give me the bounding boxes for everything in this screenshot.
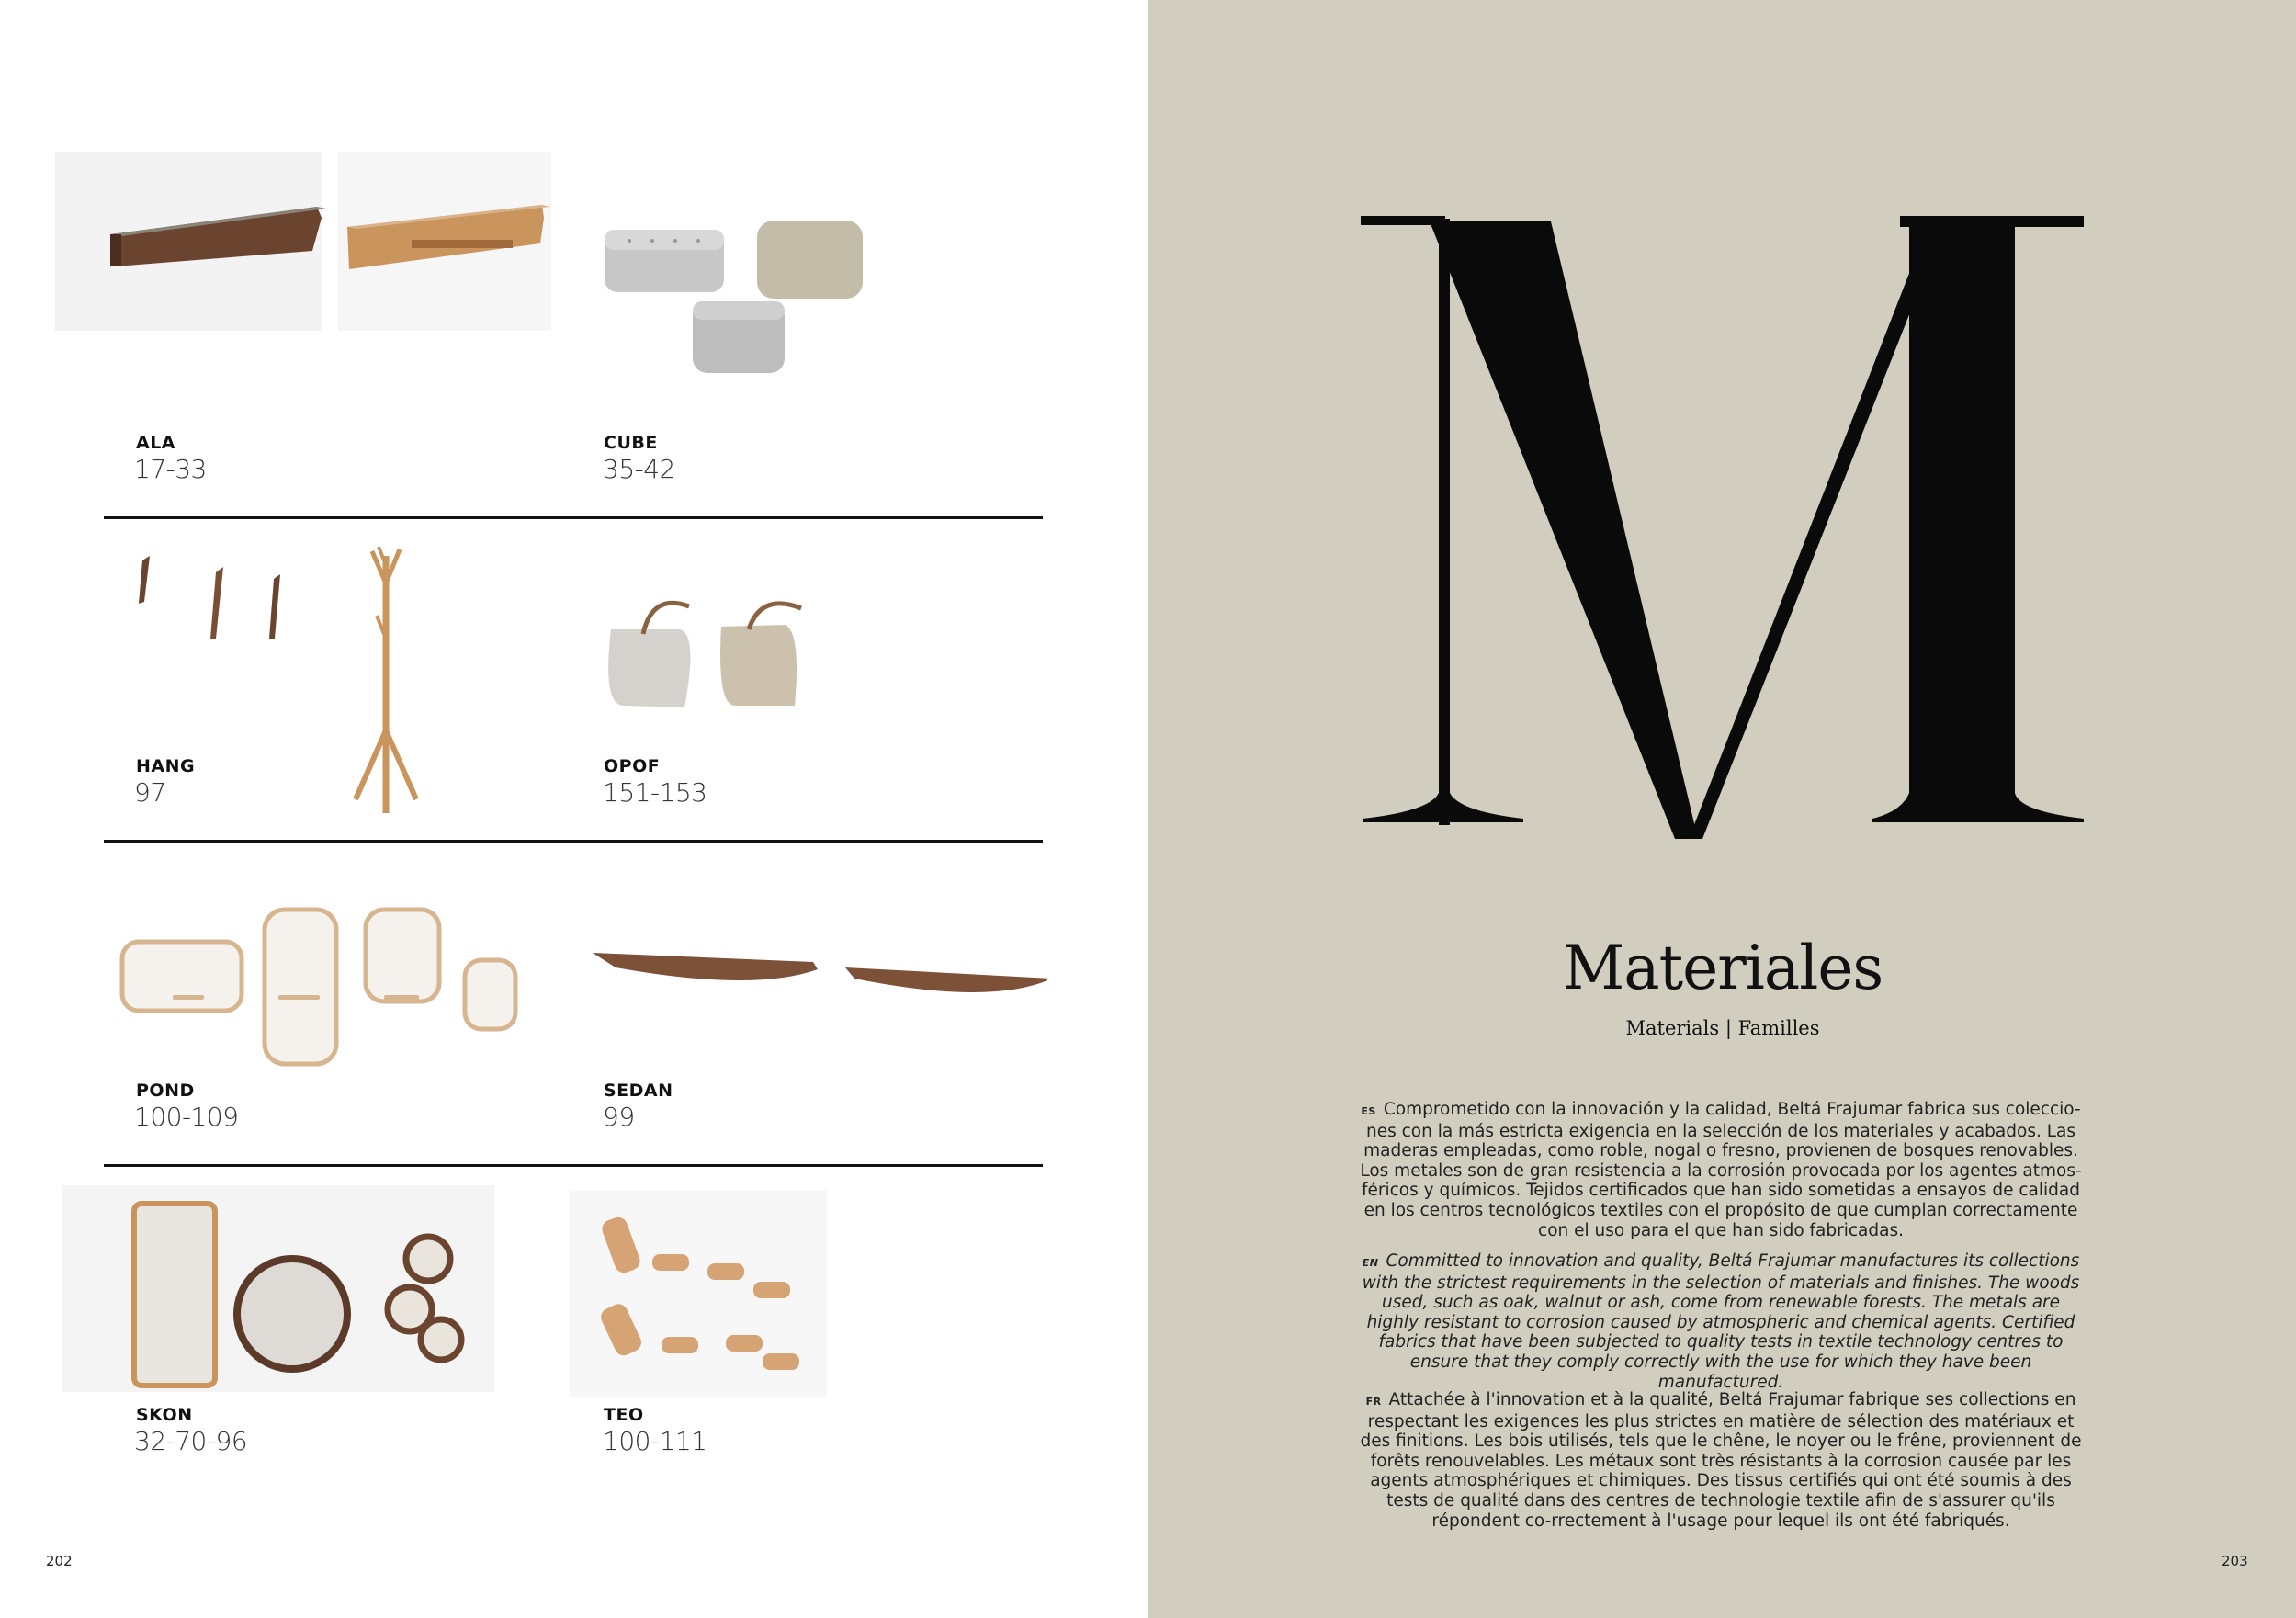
page-number-right: 203 xyxy=(2222,1553,2248,1569)
product-name-skon: SKON xyxy=(136,1405,193,1425)
row-divider xyxy=(104,1164,1043,1167)
product-pages-skon: 32-70-96 xyxy=(134,1426,248,1456)
cube-product-image xyxy=(588,202,882,390)
product-name-cube: CUBE xyxy=(604,433,658,453)
product-name-ala: ALA xyxy=(136,433,176,453)
product-name-pond: POND xyxy=(136,1081,195,1101)
paragraph-en xyxy=(1358,1251,2084,1392)
product-name-hang: HANG xyxy=(136,756,196,776)
lang-tag-es: ES xyxy=(1361,1105,1376,1117)
lang-tag-fr: FR xyxy=(1365,1396,1382,1408)
row-divider xyxy=(104,840,1043,843)
product-pages-hang: 97 xyxy=(134,777,166,808)
skon-product-image xyxy=(62,1185,494,1397)
initial-letter-m xyxy=(1358,205,2084,848)
paragraph-fr-text: Attachée à l'innovation et à la qualité, Beltá Frajumar fabrique ses collections en respectant les exigences les plus strictes en matière de sélection des matériaux et des finitions. Les bois utilisés, tels que le chêne, le noyer ou le frêne, proviennent de forêts renouvelables. Les métaux sont très résistants à la corrosion causée par les agents atmosphériques et chimiques. Des tissus certifiés qui ont été soumis à des tests de qualité dans des centres de technologie textile afin de s'assurer qu'ils répondent co-rrectement à l'usage pour lequel ils ont été fabriqués. xyxy=(1360,1390,2082,1531)
lang-tag-en: EN xyxy=(1362,1257,1379,1269)
materials-subtitle: Materials | Familles xyxy=(1625,1017,1820,1039)
product-pages-ala: 17-33 xyxy=(134,454,207,484)
opof-product-image xyxy=(597,597,818,717)
pond-product-image xyxy=(118,905,522,1070)
paragraph-es-text: Comprometido con la innovación y la calidad, Beltá Frajumar fabrica sus coleccio-nes con la más estricta exigencia en la selección de los materiales y acabados. Las maderas empleadas, como roble, nogal o fresno, provienen de bosques renovables. Los metales son de gran resistencia a la corrosión provocada por los agentes atmos-féricos y químicos. Tejidos certificados que han sido sometidas a ensayos de calidad en los centros tecnológicos textiles con el propósito de que cumplan correctamente con el uso para el que han sido fabricadas. xyxy=(1360,1100,2082,1240)
ala-product-image xyxy=(55,152,551,335)
product-name-teo: TEO xyxy=(604,1405,644,1425)
hang-product-image xyxy=(124,547,455,822)
product-name-opof: OPOF xyxy=(604,756,661,776)
product-pages-cube: 35-42 xyxy=(603,454,675,484)
product-pages-sedan: 99 xyxy=(603,1102,635,1132)
sedan-product-image xyxy=(588,942,1047,1006)
teo-product-image xyxy=(570,1190,827,1397)
page-number-left: 202 xyxy=(46,1553,73,1569)
product-pages-opof: 151-153 xyxy=(603,777,707,808)
paragraph-en-text: Committed to innovation and quality, Beltá Frajumar manufactures its collections with the strictest requirements in the selection of materials and finishes. The woods used, such as oak, walnut or ash, come from renewable forests. The metals are highly resistant to corrosion caused by atmospheric and chemical agents. Certified fabrics that have been subjected to quality tests in textile technology centres to ensure that they comply correctly with the use for which they have been manufactured. xyxy=(1362,1251,2080,1392)
materials-title: Materiales xyxy=(1562,933,1883,1003)
paragraph-fr xyxy=(1358,1390,2084,1531)
row-divider xyxy=(104,516,1043,519)
product-name-sedan: SEDAN xyxy=(604,1081,673,1101)
paragraph-es xyxy=(1358,1100,2084,1240)
product-pages-teo: 100-111 xyxy=(603,1426,707,1456)
product-pages-pond: 100-109 xyxy=(134,1102,239,1132)
